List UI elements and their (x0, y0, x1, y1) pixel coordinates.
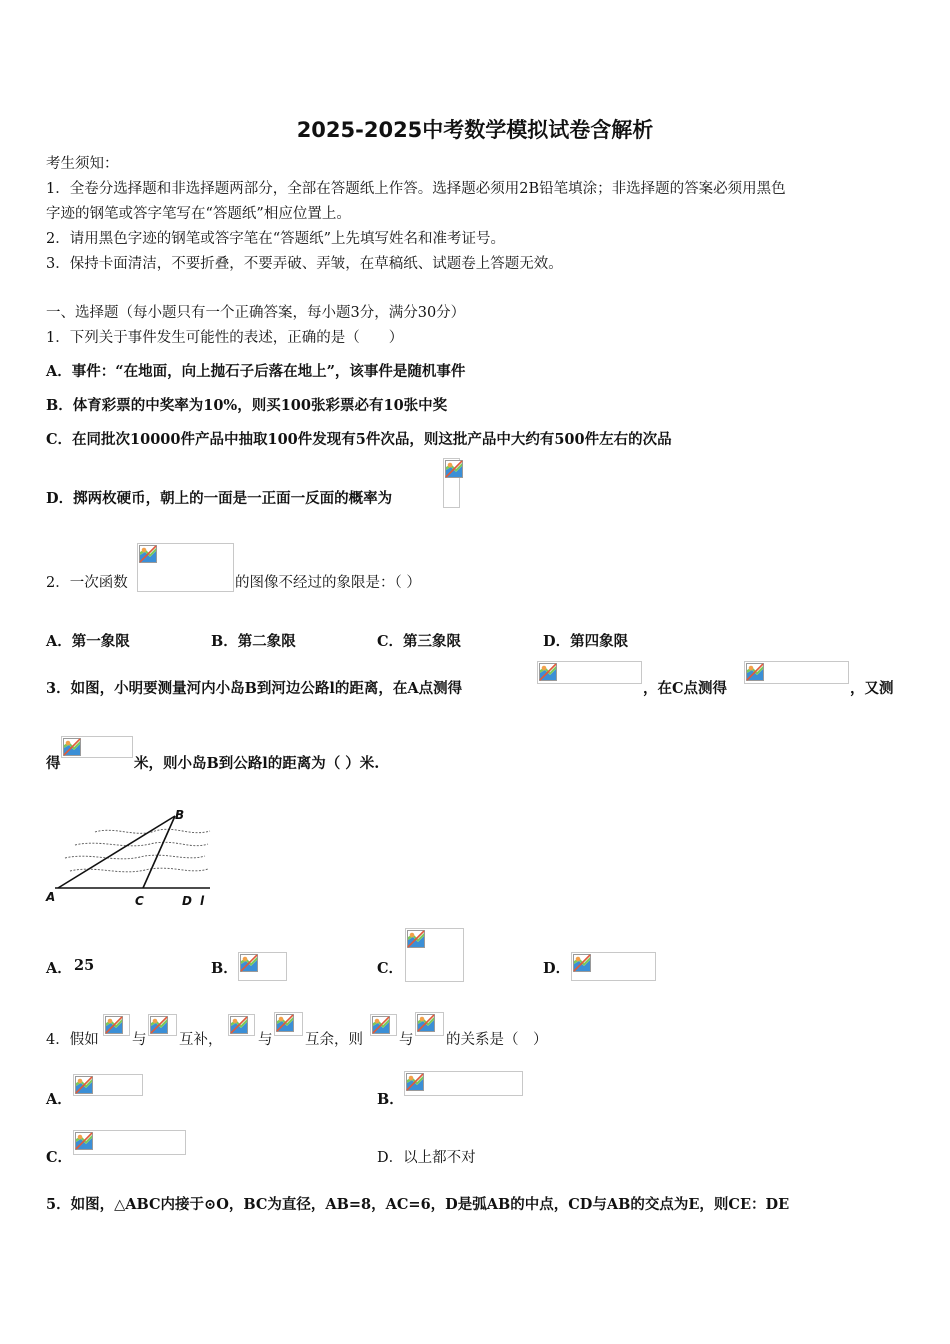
question-2-stem-pre: 2．一次函数 (46, 575, 128, 591)
question-5-stem: 5．如图，△ABC内接于⊙O，BC为直径，AB=8，AC=6，D是弧AB的中点，CD与AB的交点为E，则CE：DE (46, 1196, 790, 1213)
question-2-stem-post: 的图像不经过的象限是：（ ） (235, 575, 421, 591)
question-3-option-d-label: D． (543, 960, 571, 977)
broken-image-icon (274, 1012, 303, 1036)
section-heading: 一、选择题（每小题只有一个正确答案，每小题3分，满分30分） (46, 305, 466, 321)
question-3-option-a-value: 25 (74, 957, 95, 974)
question-4-word: 互补， (179, 1032, 223, 1048)
question-4-option-c-label: C． (46, 1149, 73, 1166)
question-4-option-a-label: A． (46, 1091, 72, 1108)
question-1-option-d: D．掷两枚硬币，朝上的一面是一正面一反面的概率为 (46, 490, 393, 507)
broken-image-icon (571, 952, 656, 981)
notice-item: 1．全卷分选择题和非选择题两部分，全部在答题纸上作答。选择题必须用2B铅笔填涂；非选择题的答案必须用黑色 (46, 181, 786, 197)
notice-item: 2．请用黑色字迹的钢笔或答字笔在“答题纸”上先填写姓名和准考证号。 (46, 231, 506, 247)
broken-image-icon (238, 952, 287, 981)
question-1-option-b: B．体育彩票的中奖率为10%，则买100张彩票必有10张中奖 (46, 397, 448, 414)
question-2-option-c: C．第三象限 (377, 633, 462, 650)
notice-item: 3．保持卡面清洁，不要折叠，不要弄破、弄皱，在草稿纸、试题卷上答题无效。 (46, 256, 563, 272)
question-3-option-a-label: A． (46, 960, 72, 977)
question-4-word: 的关系是（ ） (446, 1032, 548, 1048)
figure-label-l: l (200, 894, 205, 908)
broken-image-icon (73, 1130, 186, 1155)
question-4-stem-pre: 4．假如 (46, 1032, 99, 1048)
question-4-word: 与 (258, 1032, 273, 1048)
question-3-stem-pre: 3．如图，小明要测量河内小岛B到河边公路l的距离，在A点测得 (46, 680, 463, 697)
broken-image-icon (61, 736, 133, 758)
notice-item: 字迹的钢笔或答字笔写在“答题纸”相应位置上。 (46, 206, 351, 222)
question-4-option-b-label: B． (377, 1091, 404, 1108)
broken-image-icon (137, 543, 234, 592)
river-distance-figure (40, 800, 220, 915)
river-wave-line (65, 855, 205, 859)
broken-image-icon (73, 1074, 143, 1096)
broken-image-icon (443, 458, 460, 508)
question-3-line2-pre: 得 (46, 755, 61, 772)
broken-image-icon (537, 661, 642, 684)
broken-image-icon (415, 1012, 444, 1036)
figure-label-a: A (46, 890, 56, 904)
broken-image-icon (228, 1014, 255, 1036)
segment-ab (58, 816, 175, 888)
figure-label-b: B (175, 808, 185, 822)
question-2-option-a: A．第一象限 (46, 633, 130, 650)
question-3-option-b-label: B． (211, 960, 238, 977)
question-2-option-d: D．第四象限 (543, 633, 629, 650)
notice-heading: 考生须知： (46, 156, 119, 172)
broken-image-icon (148, 1014, 177, 1036)
question-4-word: 互余，则 (305, 1032, 363, 1048)
broken-image-icon (370, 1014, 397, 1036)
question-1-option-a: A．事件：“在地面，向上抛石子后落在地上”，该事件是随机事件 (46, 363, 466, 380)
question-3-line2-post: 米，则小岛B到公路l的距离为（ ）米. (134, 755, 380, 772)
question-3-stem-end: ，又测 (850, 680, 894, 697)
broken-image-icon (103, 1014, 130, 1036)
river-wave-line (75, 842, 208, 846)
broken-image-icon (404, 1071, 523, 1096)
question-4-word: 与 (399, 1032, 414, 1048)
question-1-option-c: C．在同批次10000件产品中抽取100件发现有5件次品，则这批产品中大约有500件左右的次品 (46, 431, 672, 448)
broken-image-icon (405, 928, 464, 982)
figure-label-c: C (135, 894, 144, 908)
question-4-word: 与 (132, 1032, 147, 1048)
broken-image-icon (744, 661, 849, 684)
question-3-option-c-label: C． (377, 960, 404, 977)
question-4-option-d: D．以上都不对 (377, 1150, 476, 1166)
page-title: 2025-2025中考数学模拟试卷含解析 (296, 118, 654, 142)
question-1-stem: 1．下列关于事件发生可能性的表述，正确的是（ ） (46, 330, 404, 346)
question-2-option-b: B．第二象限 (211, 633, 296, 650)
question-3-stem-mid: ，在C点测得 (643, 680, 728, 697)
figure-label-d: D (182, 894, 192, 908)
segment-cb (143, 816, 175, 888)
